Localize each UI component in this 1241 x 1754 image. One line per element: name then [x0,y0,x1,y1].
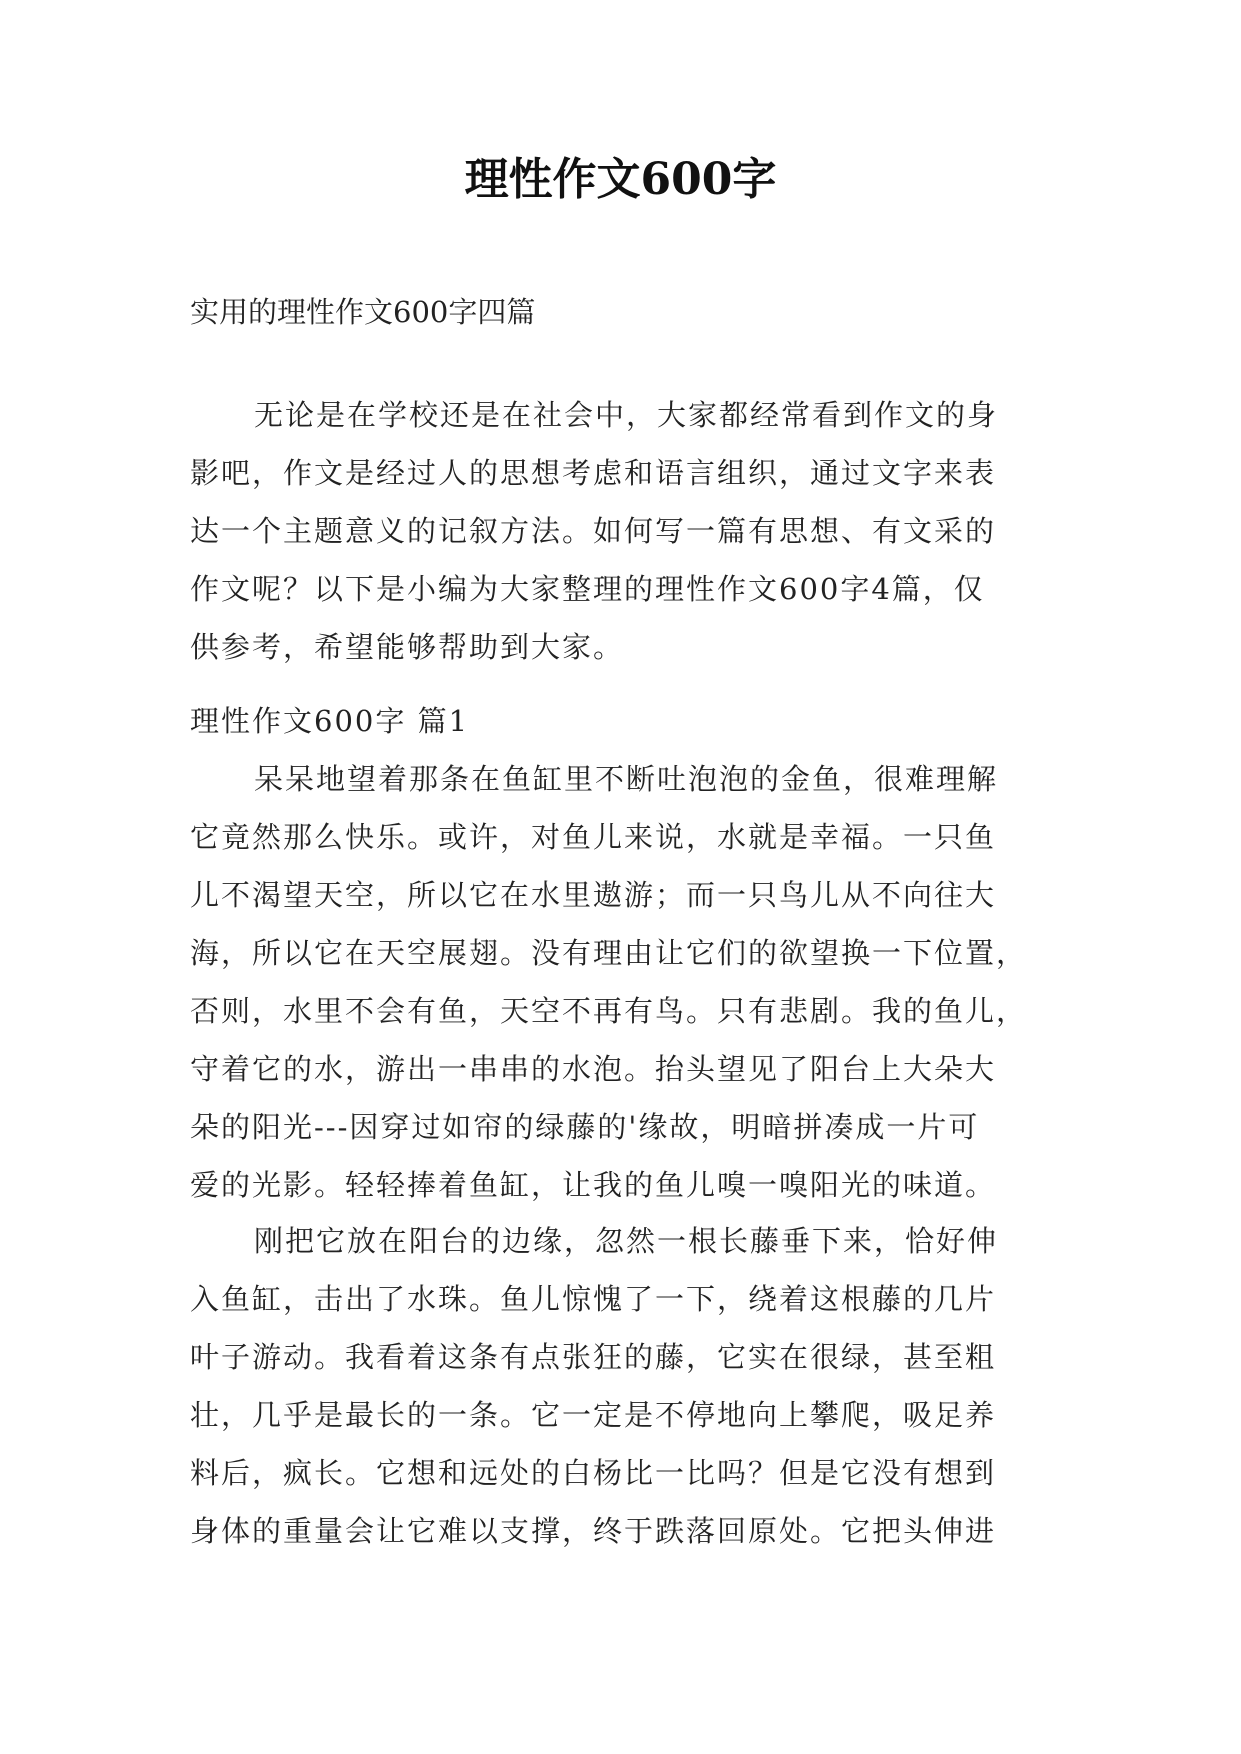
text-line: 守着它的水，游出一串串的水泡。抬头望见了阳台上大朵大 [190,1052,997,1086]
body-paragraph-2 [190,1212,1070,1560]
page-title: 理性作文600字 [464,154,777,205]
body-paragraph-1 [190,750,1070,1214]
section-heading: 理性作文600字 篇1 [190,704,470,738]
text-line: 影吧，作文是经过人的思想考虑和语言组织，通过文字来表 [190,456,997,490]
text-line: 它竟然那么快乐。或许，对鱼儿来说，水就是幸福。一只鱼 [190,820,997,854]
text-line: 爱的光影。轻轻捧着鱼缸，让我的鱼儿嗅一嗅阳光的味道。 [190,1168,997,1202]
text-line: 否则，水里不会有鱼，天空不再有鸟。只有悲剧。我的鱼儿， [190,994,1028,1028]
text-line: 壮，几乎是最长的一条。它一定是不停地向上攀爬，吸足养 [190,1398,997,1432]
text-line: 入鱼缸，击出了水珠。鱼儿惊愧了一下，绕着这根藤的几片 [190,1282,997,1316]
text-line: 儿不渴望天空，所以它在水里遨游；而一只鸟儿从不向往大 [190,878,997,912]
text-line: 供参考，希望能够帮助到大家。 [190,630,625,664]
text-line: 海，所以它在天空展翅。没有理由让它们的欲望换一下位置， [190,936,1028,970]
text-line: 朵的阳光---因穿过如帘的绿藤的'缘故，明暗拼凑成一片可 [190,1110,980,1144]
text-line: 身体的重量会让它难以支撑，终于跌落回原处。它把头伸进 [190,1514,997,1548]
text-line: 达一个主题意义的记叙方法。如何写一篇有思想、有文采的 [190,514,997,548]
text-line: 呆呆地望着那条在鱼缸里不断吐泡泡的金鱼，很难理解 [254,762,999,796]
text-line: 料后，疯长。它想和远处的白杨比一比吗？但是它没有想到 [190,1456,997,1490]
document-subtitle: 实用的理性作文600字四篇 [190,295,536,329]
text-line: 无论是在学校还是在社会中，大家都经常看到作文的身 [254,398,999,432]
text-line: 叶子游动。我看着这条有点张狂的藤，它实在很绿，甚至粗 [190,1340,997,1374]
text-line: 刚把它放在阳台的边缘，忽然一根长藤垂下来，恰好伸 [254,1224,999,1258]
intro-paragraph [190,386,1070,676]
text-line: 作文呢？以下是小编为大家整理的理性作文600字4篇，仅 [190,572,985,606]
